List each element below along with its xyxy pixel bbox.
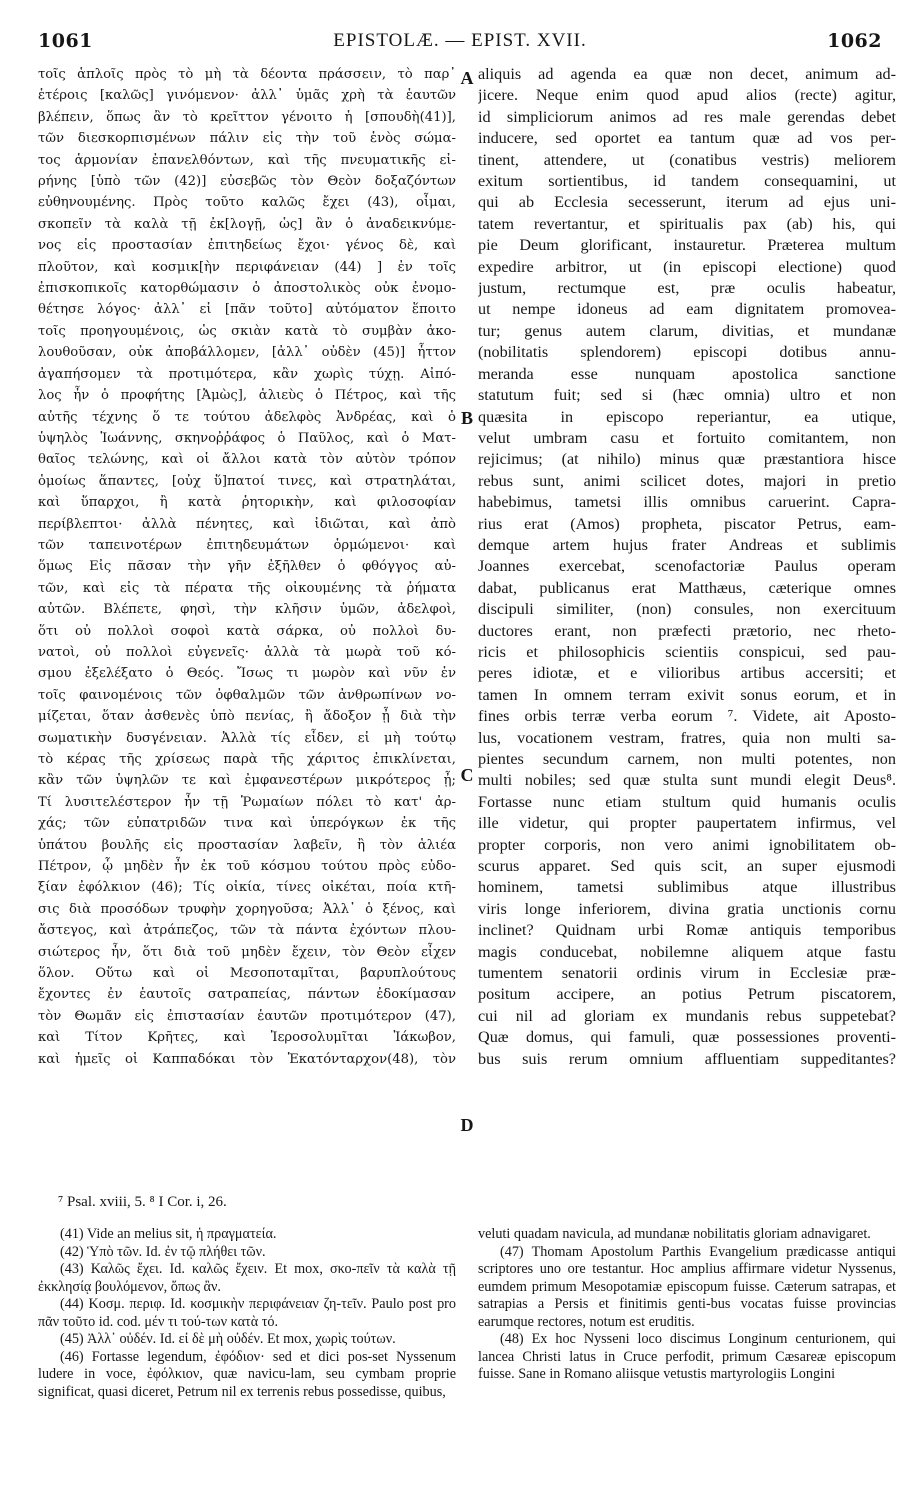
page-number-right: 1062 bbox=[827, 30, 882, 52]
latin-text-line: tamen In omnem terram exivit sonus eorum, et in bbox=[478, 685, 896, 704]
latin-text-line: propter corporis, non vero animi ignobilitatem ob- bbox=[478, 835, 896, 854]
latin-text-line: magis conducebat, nobilemne aliquem atque fastu bbox=[478, 942, 896, 961]
latin-text-line: tinent, attendere, ut (conatibus vestris) meliorem bbox=[478, 150, 896, 169]
greek-text-line: τοῖς φαινομένοις τῶν ὀφθαλμῶν τῶν ἀνθρωπίνων νο- bbox=[38, 687, 456, 703]
latin-text-line: pie Deum glorificant, instauretur. Præterea multum bbox=[478, 236, 896, 255]
latin-text-line: tur; genus autem clarum, divitias, et mundanæ bbox=[478, 321, 896, 340]
latin-text-line: ricis et philosophicis scientiis conspicui, sed pau- bbox=[478, 642, 896, 661]
greek-text-line: εὐθηνουμένης. Πρὸς τοῦτο καλῶς ἔχει (43), οἶμαι, bbox=[38, 195, 456, 211]
footnote: veluti quadam navicula, ad mundanæ nobilitatis gloriam adnavigaret. bbox=[478, 1226, 871, 1242]
greek-text-line: χάς; τῶν εὐπατριδῶν τινα καὶ ὑπερόγκων ἐκ τῆς bbox=[38, 816, 456, 832]
latin-text-line: statutum fuit; sed si (hæc omnia) ultro et non bbox=[478, 386, 896, 405]
latin-text-line: qui ab Ecclesia secesserunt, iterum ad ejus uni- bbox=[478, 193, 896, 212]
footnote: (45) Ἀλλ᾽ οὐδέν. Id. εἰ δὲ μὴ οὐδέν. Et mox, χωρὶς τούτων. bbox=[60, 1331, 396, 1347]
margin-letter-c: C bbox=[460, 765, 474, 785]
margin-letter-d: D bbox=[460, 1115, 474, 1135]
latin-text-line: discipuli similiter, (non) consules, non exercituum bbox=[478, 600, 896, 619]
latin-text-line: tatem revertantur, et spiritualis pax (ab) his, qui bbox=[478, 214, 896, 233]
greek-text-line: τῶν διεσκορπισμένων πάλιν εἰς τὴν τοῦ ἑνὸς σώμα- bbox=[38, 131, 456, 147]
greek-text-line: Τί λυσιτελέστερον ἦν τῇ Ῥωμαίων πόλει τὸ κατ' ἀρ- bbox=[38, 794, 456, 810]
latin-text-line: viris longe inferiorem, divina gratia unctionis cornu bbox=[478, 899, 896, 918]
latin-text-line: (nobilitatis splendorem) episcopi dotibus annu- bbox=[478, 343, 896, 362]
latin-text-line: peres idiotæ, et e vilioribus artibus accersiti; et bbox=[478, 664, 896, 683]
footnotes-left bbox=[38, 1226, 456, 1401]
latin-text-line: inducere, sed oportet ea tantum quæ ad vos per- bbox=[478, 129, 896, 148]
latin-text-line: fines orbis terræ verba eorum ⁷. Videte, ait Aposto- bbox=[478, 707, 896, 726]
scripture-references: ⁷ Psal. xviii, 5. ⁸ I Cor. i, 26. bbox=[58, 1194, 227, 1210]
greek-text-line: σιώτερος ἦν, ὅτι διὰ τοῦ μηδὲν ἔχειν, τὸν Θεὸν εἶχεν bbox=[38, 944, 456, 960]
footnote: (43) Καλῶς ἔχει. Id. καλῶς ἔχειν. Et mox, σκο-πεῖν τὰ καλὰ τῇ ἐκκλησίᾳ βουλόμενον, ὅπως ἂν. bbox=[38, 1261, 456, 1295]
latin-text-line: justum, rectumque est, præ oculis habeatur, bbox=[478, 279, 896, 298]
greek-text-line: τὸν Θωμᾶν εἰς ἐπιστασίαν ἑαυτῶν προτιμότερον (47), bbox=[38, 1008, 456, 1024]
greek-text-line: ἐπισκοπικοῖς κατορθώμασιν ὁ ἀποστολικὸς οὐκ ἐνομο- bbox=[38, 281, 456, 297]
footnote: (48) Ex hoc Nysseni loco discimus Longinum centurionem, qui lancea Christi latus in Cruce perfodit, primum Cæsareæ episcopum fuisse. Sane in Romano aliisque vetustis martyrologiis Longini bbox=[478, 1331, 896, 1382]
greek-text-line: ὅλον. Οὕτω καὶ οἱ Μεσοποταμῖται, βαρυπλούτους bbox=[38, 966, 456, 982]
latin-text-line: velut umbram casu et fortuito comitantem, non bbox=[478, 428, 896, 447]
greek-text-line: αὐτῶν. Βλέπετε, φησὶ, τὴν κλῆσιν ὑμῶν, ἀδελφοὶ, bbox=[38, 602, 456, 618]
latin-text-line: scurus apparet. Sed quis scit, an super ejusmodi bbox=[478, 857, 896, 876]
greek-text-line: τοῖς ἁπλοῖς πρὸς τὸ μὴ τὰ δέοντα πράσσειν, τὸ παρ᾽ bbox=[38, 67, 456, 82]
latin-text-line: tumentem senatorii ordinis virum in Ecclesiæ præ- bbox=[478, 964, 896, 983]
greek-text-line: σις διὰ προσόδων τρυφὴν χορηγοῦσα; Ἀλλ᾽ ὁ ξένος, καὶ bbox=[38, 901, 456, 917]
page-number-left: 1061 bbox=[38, 30, 93, 52]
greek-text-line: λουθοῦσαν, οὐκ ἀποβάλλομεν, [ἀλλ᾽ οὐδὲν (45)] ἧττον bbox=[38, 345, 456, 361]
latin-text-line: id simpliciorum animos ad res male gerendas debet bbox=[478, 107, 896, 126]
margin-letter-b: B bbox=[460, 408, 473, 428]
greek-text-line: ἔχοντες ἐν ἑαυτοῖς σατραπείας, πάντων ἐδοκίμασαν bbox=[38, 987, 456, 1003]
greek-text-line: νατοὶ, οὐ πολλοὶ εὐγενεῖς· ἀλλὰ τὰ μωρὰ τοῦ κό- bbox=[38, 644, 456, 660]
footnote: (41) Vide an melius sit, ἡ πραγματεία. bbox=[60, 1226, 277, 1242]
greek-text-line: σμου ἐξελέξατο ὁ Θεός. Ἴσως τι μωρὸν καὶ νῦν ἐν bbox=[38, 666, 456, 682]
latin-text-line: ductores erant, non præfecti prætorio, nec rheto- bbox=[478, 621, 896, 640]
greek-text-line: τοῖς προηγουμένοις, ὡς σκιὰν κατὰ τὸ συμβὰν ἀκο- bbox=[38, 323, 456, 339]
greek-text-line: ἑτέροις [καλῶς] γινόμενον· ἀλλ᾽ ὑμᾶς χρὴ τὰ ἑαυτῶν bbox=[38, 88, 456, 104]
greek-text-line: ὅτι οὐ πολλοὶ σοφοὶ κατὰ σάρκα, οὐ πολλοὶ δυ- bbox=[38, 623, 456, 639]
greek-text-line: ἀγαπήσομεν τὰ προτιμότερα, κἂν χωρὶς τύχῃ. Αἰπό- bbox=[38, 366, 456, 382]
footnotes-right bbox=[478, 1226, 896, 1384]
greek-text-line: βλέπειν, ὅπως ἂν τὸ κρεῖττον γένοιτο ἡ [σπουδὴ(41)], bbox=[38, 109, 456, 125]
latin-text-line: Fortasse nunc etiam stultum quid humanis oculis bbox=[478, 792, 896, 811]
greek-text-line: κἂν τῶν ὑψηλῶν τε καὶ ἐμφανεστέρων μικρότερος ᾖ; bbox=[38, 773, 456, 789]
greek-text-line: ἄστεγος, καὶ ἀτράπεζος, τῶν τὰ πάντα ἐχόντων πλου- bbox=[38, 923, 456, 939]
latin-text-line: ille videtur, qui propter paupertatem infirmus, vel bbox=[478, 814, 896, 833]
margin-letter-a: A bbox=[460, 68, 474, 88]
latin-text-line: Joannes exercebat, scenofactoriæ Paulus operam bbox=[478, 557, 896, 576]
greek-text-line: ξίαν ἐφόλκιον (46); Τίς οἰκία, τίνες οἰκέται, ποία κτῆ- bbox=[38, 880, 456, 896]
latin-text-line: demque artem hujus frater Andreas et sublimis bbox=[478, 535, 896, 554]
latin-text-line: bus suis rerum omnium affluentiam suppeditantes? bbox=[478, 1049, 896, 1068]
latin-text-line: expedire arbitror, ut (in episcopi electione) quod bbox=[478, 257, 896, 276]
greek-text-line: ὅμως Εἰς πᾶσαν τὴν γῆν ἐξῆλθεν ὁ φθόγγος αὐ- bbox=[38, 559, 456, 575]
latin-text-line: Quæ domus, qui famuli, quæ possessiones proventi- bbox=[478, 1028, 896, 1047]
latin-column bbox=[478, 64, 896, 1070]
footnote: (47) Thomam Apostolum Parthis Evangelium prædicasse antiqui scriptores uno ore testantur. Hoc amplius affirmare videtur Nyssenus, eumdem primum Mesopotamiæ episcopum fuisse. Cæterum satrapas, et satrapias a Persis et finitimis genti-bus vocatas fuisse provincias earumque rectores, notum est eruditis. bbox=[478, 1243, 896, 1330]
latin-text-line: cui nil ad gloriam ex mundanis rebus suppetebat? bbox=[478, 1006, 896, 1025]
latin-text-line: exitum sortientibus, id tandem consequamini, ut bbox=[478, 172, 896, 191]
greek-text-line: περίβλεπτοι· ἀλλὰ πένητες, καὶ ἰδιῶται, καὶ ἀπὸ bbox=[38, 516, 456, 532]
greek-text-line: καὶ ἡμεῖς οἱ Καππαδόκαι τὸν Ἑκατόνταρχον(48), τὸν bbox=[38, 1051, 456, 1067]
latin-text-line: aliquis ad agenda ea quæ non decet, animum ad- bbox=[478, 65, 896, 83]
latin-text-line: inclinet? Quidnam urbi Romæ antiquis temporibus bbox=[478, 921, 896, 940]
greek-text-line: καὶ Τίτον Κρῆτες, καὶ Ἱεροσολυμῖται Ἰάκωβον, bbox=[38, 1030, 456, 1046]
greek-text-line: λος ἦν ὁ προφήτης [Ἀμὼς], ἁλιεὺς ὁ Πέτρος, καὶ τῆς bbox=[38, 388, 456, 404]
greek-text-line: ὑψηλὸς Ἰωάννης, σκηνοῤῥάφος ὁ Παῦλος, καὶ ὁ Ματ- bbox=[38, 430, 456, 446]
latin-text-line: pientes secundum carnem, non multi potentes, non bbox=[478, 750, 896, 768]
latin-text-line: lus, vocationem vestram, fratres, quia non multi sa- bbox=[478, 728, 896, 747]
greek-text-line: σωματικὴν δυσγένειαν. Ἀλλὰ τίς εἶδεν, εἰ μὴ τούτῳ bbox=[38, 730, 456, 746]
greek-text-line: ρήνης [ὑπὸ τῶν (42)] εὐσεβῶς τὸν Θεὸν δοξαζόντων bbox=[38, 174, 456, 190]
running-title: EPISTOLÆ. — EPIST. XVII. bbox=[333, 30, 587, 51]
footnote: (46) Fortasse legendum, ἐφόδιον· sed et dici pos-set Nyssenum ludere in voce, ἐφόλκιον, quæ navicu-lam, seu cymbam proprie significat, quasi diceret, Petrum nil ex terrenis rebus possedisse, quibus, bbox=[38, 1348, 456, 1400]
greek-text-line: τῶν, καὶ εἰς τὰ πέρατα τῆς οἰκουμένης τὰ ῥήματα bbox=[38, 580, 456, 596]
latin-text-line: rejicimus; (at nihilo) minus quæ præstantiora hisce bbox=[478, 450, 896, 469]
greek-text-line: αὐτῆς τέχνης ὅ τε τούτου ἀδελφὸς Ἀνδρέας, καὶ ὁ bbox=[38, 409, 456, 425]
latin-text-line: dabat, publicanus erat Matthæus, cæterique omnes bbox=[478, 578, 896, 597]
greek-text-line: νος εἰς προστασίαν ἐπιτηδείως ἔχοι· γένος δὲ, καὶ bbox=[38, 238, 456, 254]
greek-text-line: τὸ κέρας τῆς χρίσεως παρὰ τῆς χάριτος ἐπικλίνεται, bbox=[38, 752, 456, 767]
greek-text-line: μίζεται, ὅταν ἀσθενὲς ὑπὸ πενίας, ἢ ἄδοξον ᾖ διὰ τὴν bbox=[38, 709, 456, 725]
greek-text-line: ὑπάτου βουλῆς εἰς προστασίαν λαβεῖν, ἢ τὸν ἁλιέα bbox=[38, 837, 456, 853]
greek-text-line: σκοπεῖν τὰ καλὰ τῇ ἐκ[λογῇ, ὡς] ἂν ὁ ἀναδεικνύμε- bbox=[38, 216, 456, 232]
greek-text-line: πλοῦτον, καὶ κοσμικ[ὴν περιφάνειαν (44) ] ἐν τοῖς bbox=[38, 259, 456, 275]
latin-text-line: multi nobiles; sed quæ stulta sunt mundi elegit Deus⁸. bbox=[478, 771, 896, 790]
greek-text-line: ὁμοίως ἅπαντες, [οὐχ ὕ]πατοί τινες, καὶ στρατηλάται, bbox=[38, 473, 456, 489]
footnote: (42) Ὑπὸ τῶν. Id. ἐν τῷ πλήθει τῶν. bbox=[60, 1243, 266, 1260]
greek-text-line: θέτησε λόγος· ἀλλ᾽ εἰ [πᾶν τοῦτο] αὐτόματον ἕποιτο bbox=[38, 302, 456, 318]
footnote: (44) Κοσμ. περιφ. Id. κοσμικὴν περιφάνειαν ζη-τεῖν. Paulo post pro πᾶν τοῦτο id. cod. μέν τι τού-των κατὰ τό. bbox=[38, 1296, 456, 1330]
greek-column bbox=[38, 64, 456, 1070]
greek-text-line: τος ἁρμονίαν ἐπανελθόντων, καὶ τῆς πνευματικῆς εἰ- bbox=[38, 152, 456, 168]
latin-text-line: jicere. Neque enim quod apud alios (recte) agitur, bbox=[478, 86, 896, 105]
greek-text-line: καὶ ὕπαρχοι, ἢ κατὰ ῥητορικὴν, καὶ φιλοσοφίαν bbox=[38, 495, 456, 511]
latin-text-line: quæsita in episcopo reperiantur, ea utique, bbox=[478, 407, 896, 426]
latin-text-line: positum accipere, an potius Petrum piscatorem, bbox=[478, 985, 896, 1004]
latin-text-line: habebimus, tametsi illis omnibus caruerint. Capra- bbox=[478, 493, 896, 512]
latin-text-line: hominem, tametsi sublimibus atque illustribus bbox=[478, 878, 896, 897]
latin-text-line: meranda esse nunquam apostolica sanctione bbox=[478, 364, 896, 383]
greek-text-line: τῶν ταπεινοτέρων ἐπιτηδευμάτων ὁρμώμενοι· καὶ bbox=[38, 537, 456, 553]
greek-text-line: Πέτρον, ᾧ μηδὲν ἦν ἐκ τοῦ κόσμου τούτου πρὸς εὐδο- bbox=[38, 859, 456, 875]
latin-text-line: ut nempe idoneus ad eam dignitatem promovea- bbox=[478, 300, 896, 319]
latin-text-line: rius erat (Amos) propheta, piscator Petrus, eam- bbox=[478, 514, 896, 533]
latin-text-line: rebus sunt, animi scilicet dotes, majori in pretio bbox=[478, 471, 896, 490]
greek-text-line: θαῖος τελώνης, καὶ οἱ ἄλλοι κατὰ τὸν αὐτὸν τρόπον bbox=[38, 452, 456, 468]
